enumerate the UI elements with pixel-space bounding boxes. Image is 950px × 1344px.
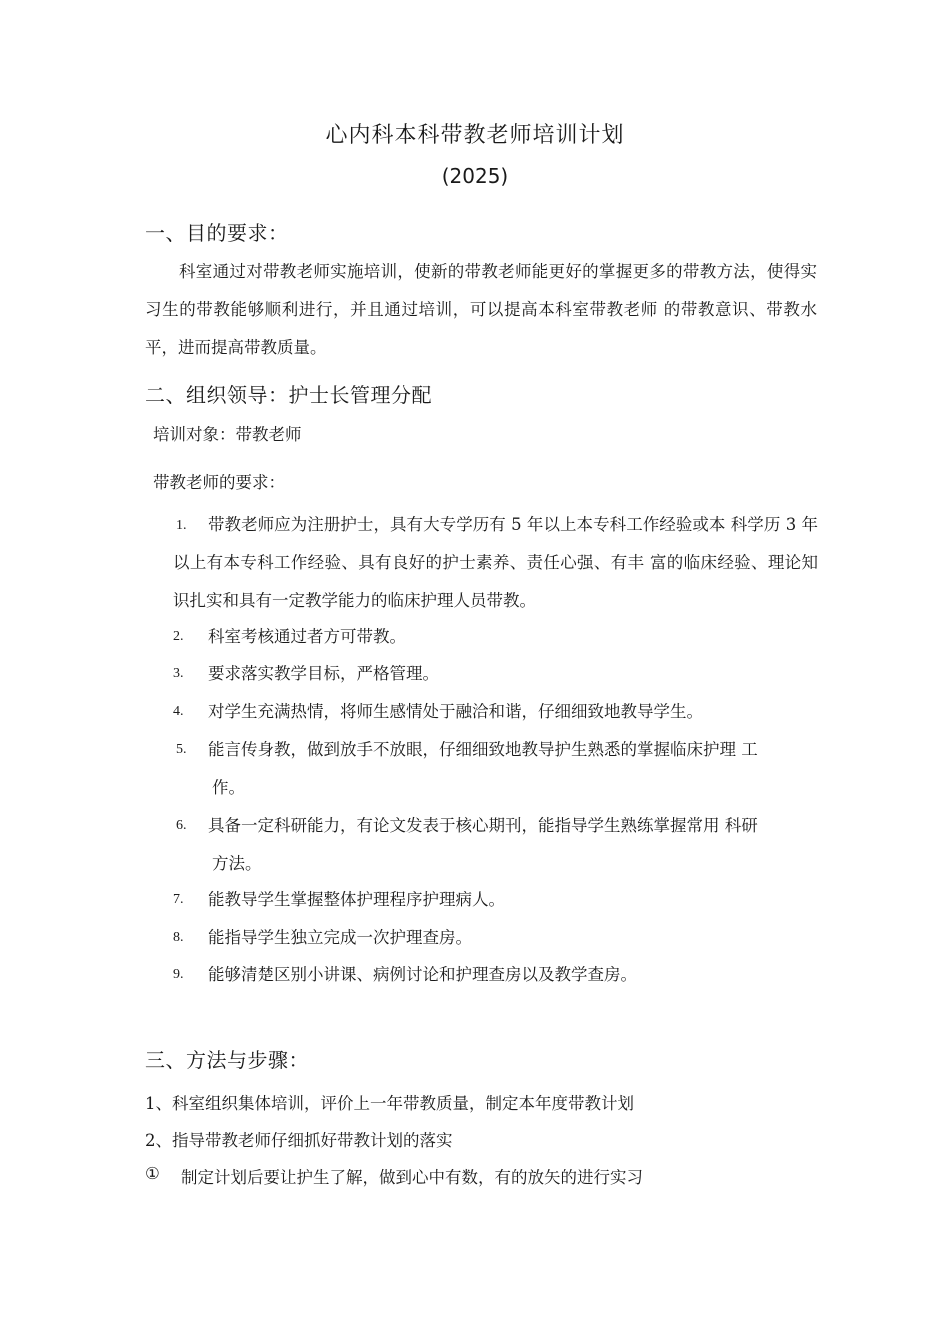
list-item-number: 9.	[173, 967, 184, 982]
list-item-text: 对学生充满热情，将师生感情处于融洽和谐，仔细细致地教导学生。	[208, 702, 703, 721]
section-1-heading: 一、目的要求：	[145, 221, 289, 245]
method-step-line: 1、科室组织集体培训，评价上一年带教质量，制定本年度带教计划	[145, 1094, 634, 1113]
list-item-text	[208, 731, 818, 807]
section-2-heading: 二、组织领导：护士长管理分配	[145, 383, 432, 407]
section-3-heading: 三、方法与步骤：	[145, 1048, 309, 1072]
list-item-number: 4.	[173, 704, 184, 719]
list-item-number: 5.	[176, 742, 187, 757]
list-item-text: 科室考核通过者方可带教。	[208, 627, 406, 646]
list-item-number: 6.	[176, 818, 187, 833]
list-item-number: 3.	[173, 666, 184, 681]
list-item-number: 7.	[173, 892, 184, 907]
document-year: (2025)	[441, 164, 509, 188]
document-title: 心内科本科带教老师培训计划	[325, 123, 625, 148]
list-item-text: 能教导学生掌握整体护理程序护理病人。	[208, 890, 505, 909]
list-item-line: 能言传身教，做到放手不放眼，仔细细致地教导护生熟悉的掌握临床护理 工	[208, 740, 758, 759]
list-item-continuation: 方法。	[212, 854, 262, 873]
circled-item-text: 制定计划后要让护生了解，做到心中有数，有的放矢的进行实习	[181, 1168, 643, 1187]
list-item-text: 能够清楚区别小讲课、病例讨论和护理查房以及教学查房。	[208, 965, 637, 984]
training-target: 培训对象：带教老师	[153, 425, 302, 444]
requirements-label: 带教老师的要求：	[153, 473, 285, 492]
section-1-paragraph: 科室通过对带教老师实施培训，使新的带教老师能更好的掌握更多的带教方法，使得实习生的带教能够顺利进行，并且通过培训，可以提高本科室带教老师 的带教意识、带教水平，进而提高带教质量。	[145, 262, 817, 357]
list-item-number: 1.	[176, 518, 187, 533]
list-item-continuation: 作。	[212, 778, 245, 797]
list-item-number: 8.	[173, 930, 184, 945]
list-item-text	[208, 807, 818, 883]
circled-item-marker: ①	[145, 1164, 160, 1183]
list-item-text: 带教老师应为注册护士，具有大专学历有 5 年以上本专科工作经验或本 科学历 3 年以上有本专科工作经验、具有良好的护士素养、责任心强、有丰 富的临床经验、理论知识扎实和具有一定教学能力的临床护理人员带教。	[173, 515, 818, 610]
list-item-number: 2.	[173, 629, 184, 644]
list-item-text: 要求落实教学目标，严格管理。	[208, 664, 439, 683]
list-item-line: 具备一定科研能力，有论文发表于核心期刊，能指导学生熟练掌握常用 科研	[208, 816, 758, 835]
list-item-text: 能指导学生独立完成一次护理查房。	[208, 928, 472, 947]
method-step-line: 2、指导带教老师仔细抓好带教计划的落实	[145, 1131, 453, 1150]
